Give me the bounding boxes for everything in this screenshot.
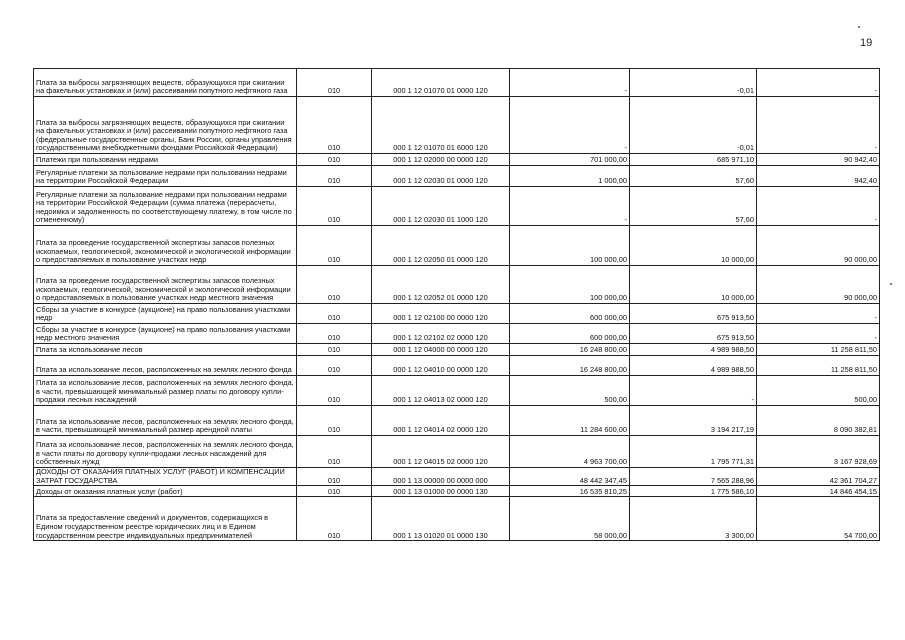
line-code: 010: [297, 324, 372, 344]
budget-classification-code: 000 1 12 02050 01 0000 120: [372, 226, 510, 266]
table-row: [34, 436, 880, 468]
table-row: [34, 376, 880, 406]
budget-classification-code: 000 1 12 02000 00 0000 120: [372, 154, 510, 166]
row-name: Регулярные платежи за пользование недрами при пользовании недрами на территории Российской Федерации (сумма платежа (перерасчеты, недоимка и задолженность по соответствующему платежу, в том числе по отмененному): [34, 187, 297, 226]
unexecuted-amount: -: [757, 304, 880, 324]
revenue-report-table: [33, 68, 880, 541]
executed-amount: 675 913,50: [630, 304, 757, 324]
unexecuted-amount: -: [757, 324, 880, 344]
approved-amount: 500,00: [510, 376, 630, 406]
executed-amount: -0,01: [630, 97, 757, 154]
executed-amount: 1 775 586,10: [630, 486, 757, 497]
row-name: Сборы за участие в конкурсе (аукционе) на право пользования участками недр местного значения: [34, 324, 297, 344]
executed-amount: -: [630, 376, 757, 406]
budget-classification-code: 000 1 12 04014 02 0000 120: [372, 406, 510, 436]
unexecuted-amount: 500,00: [757, 376, 880, 406]
approved-amount: 701 000,00: [510, 154, 630, 166]
approved-amount: 600 000,00: [510, 324, 630, 344]
executed-amount: 57,60: [630, 166, 757, 187]
budget-classification-code: 000 1 12 04015 02 0000 120: [372, 436, 510, 468]
row-name: Плата за предоставление сведений и документов, содержащихся в Едином государственном реестре юридических лиц и в Едином государственном реестре индивидуальных предпринимателей: [34, 497, 297, 541]
budget-classification-code: 000 1 13 01000 00 0000 130: [372, 486, 510, 497]
scan-speck: [890, 283, 892, 285]
approved-amount: 100 000,00: [510, 226, 630, 266]
budget-classification-code: 000 1 12 01070 01 0000 120: [372, 69, 510, 97]
row-name: Платежи при пользовании недрами: [34, 154, 297, 166]
line-code: 010: [297, 97, 372, 154]
budget-classification-code: 000 1 12 04000 00 0000 120: [372, 344, 510, 356]
table-row: [34, 486, 880, 497]
budget-classification-code: 000 1 12 02030 01 1000 120: [372, 187, 510, 226]
unexecuted-amount: 8 090 382,81: [757, 406, 880, 436]
line-code: 010: [297, 304, 372, 324]
approved-amount: 58 000,00: [510, 497, 630, 541]
approved-amount: 4 963 700,00: [510, 436, 630, 468]
row-name: Плата за использование лесов, расположенных на землях лесного фонда, в части платы по договору купли-продажи лесных насаждений для собственных нужд: [34, 436, 297, 468]
table-row: [34, 406, 880, 436]
table-row: [34, 226, 880, 266]
unexecuted-amount: 11 258 811,50: [757, 344, 880, 356]
scan-speck: [858, 26, 860, 28]
executed-amount: 3 194 217,19: [630, 406, 757, 436]
executed-amount: 685 971,10: [630, 154, 757, 166]
row-name: Регулярные платежи за пользование недрами при пользовании недрами на территории Российской Федерации: [34, 166, 297, 187]
unexecuted-amount: -: [757, 97, 880, 154]
table-row: [34, 468, 880, 486]
row-name: Сборы за участие в конкурсе (аукционе) на право пользования участками недр: [34, 304, 297, 324]
table-row: [34, 166, 880, 187]
table-row: [34, 97, 880, 154]
unexecuted-amount: 54 700,00: [757, 497, 880, 541]
executed-amount: 10 000,00: [630, 226, 757, 266]
row-name: Плата за использование лесов, расположенных на землях лесного фонда, в части, превышающей минимальный размер арендной платы: [34, 406, 297, 436]
row-name: Плата за выбросы загрязняющих веществ, образующихся при сжигании на факельных установках и (или) рассеивании попутного нефтяного газа (федеральные государственные органы, Банк России, органы управления государственными внебюджетными фондами Российской Федерации): [34, 97, 297, 154]
approved-amount: 16 535 810,25: [510, 486, 630, 497]
row-name: Плата за проведение государственной экспертизы запасов полезных ископаемых, геологической, экономической и экологической информации о предоставляемых в пользование участках недр: [34, 226, 297, 266]
approved-amount: -: [510, 69, 630, 97]
line-code: 010: [297, 226, 372, 266]
unexecuted-amount: -: [757, 187, 880, 226]
approved-amount: 16 248 800,00: [510, 356, 630, 376]
executed-amount: 1 795 771,31: [630, 436, 757, 468]
row-name: Плата за использование лесов, расположенных на землях лесного фонда: [34, 356, 297, 376]
approved-amount: 16 248 800,00: [510, 344, 630, 356]
approved-amount: 11 284 600,00: [510, 406, 630, 436]
unexecuted-amount: 90 000,00: [757, 226, 880, 266]
line-code: 010: [297, 187, 372, 226]
page-number: 19: [860, 37, 873, 49]
line-code: 010: [297, 266, 372, 304]
unexecuted-amount: 90 942,40: [757, 154, 880, 166]
line-code: 010: [297, 436, 372, 468]
approved-amount: -: [510, 187, 630, 226]
executed-amount: 4 989 988,50: [630, 344, 757, 356]
unexecuted-amount: 42 361 704,27: [757, 468, 880, 486]
budget-classification-code: 000 1 12 04013 02 0000 120: [372, 376, 510, 406]
executed-amount: 7 565 288,96: [630, 468, 757, 486]
report-table-body: [34, 69, 880, 541]
table-row: [34, 356, 880, 376]
row-name: ДОХОДЫ ОТ ОКАЗАНИЯ ПЛАТНЫХ УСЛУГ (РАБОТ) И КОМПЕНСАЦИИ ЗАТРАТ ГОСУДАРСТВА: [34, 468, 297, 486]
unexecuted-amount: 90 000,00: [757, 266, 880, 304]
line-code: 010: [297, 166, 372, 187]
line-code: 010: [297, 154, 372, 166]
line-code: 010: [297, 376, 372, 406]
approved-amount: 600 000,00: [510, 304, 630, 324]
budget-classification-code: 000 1 12 02052 01 0000 120: [372, 266, 510, 304]
table-row: [34, 344, 880, 356]
budget-classification-code: 000 1 12 02102 02 0000 120: [372, 324, 510, 344]
approved-amount: 48 442 347,45: [510, 468, 630, 486]
unexecuted-amount: 942,40: [757, 166, 880, 187]
line-code: 010: [297, 356, 372, 376]
row-name: Плата за проведение государственной экспертизы запасов полезных ископаемых, геологической, экономической и экологической информации о предоставляемых в пользование участках недр местного значения: [34, 266, 297, 304]
row-name: Плата за выбросы загрязняющих веществ, образующихся при сжигании на факельных установках и (или) рассеивании попутного нефтяного газа: [34, 69, 297, 97]
table-row: [34, 497, 880, 541]
budget-classification-code: 000 1 12 02030 01 0000 120: [372, 166, 510, 187]
budget-classification-code: 000 1 13 01020 01 0000 130: [372, 497, 510, 541]
unexecuted-amount: 11 258 811,50: [757, 356, 880, 376]
table-row: [34, 69, 880, 97]
budget-classification-code: 000 1 12 02100 00 0000 120: [372, 304, 510, 324]
executed-amount: 675 913,50: [630, 324, 757, 344]
budget-classification-code: 000 1 12 01070 01 6000 120: [372, 97, 510, 154]
line-code: 010: [297, 486, 372, 497]
executed-amount: 3 300,00: [630, 497, 757, 541]
row-name: Плата за использование лесов, расположенных на землях лесного фонда, в части, превышающей минимальный размер платы по договору купли-продажи лесных насаждений: [34, 376, 297, 406]
budget-classification-code: 000 1 13 00000 00 0000 000: [372, 468, 510, 486]
approved-amount: 100 000,00: [510, 266, 630, 304]
table-row: [34, 154, 880, 166]
table-row: [34, 266, 880, 304]
table-row: [34, 187, 880, 226]
executed-amount: 10 000,00: [630, 266, 757, 304]
line-code: 010: [297, 468, 372, 486]
unexecuted-amount: 14 846 454,15: [757, 486, 880, 497]
row-name: Плата за использование лесов: [34, 344, 297, 356]
unexecuted-amount: -: [757, 69, 880, 97]
table-row: [34, 324, 880, 344]
executed-amount: 57,60: [630, 187, 757, 226]
row-name: Доходы от оказания платных услуг (работ): [34, 486, 297, 497]
line-code: 010: [297, 344, 372, 356]
line-code: 010: [297, 406, 372, 436]
budget-classification-code: 000 1 12 04010 00 0000 120: [372, 356, 510, 376]
table-row: [34, 304, 880, 324]
line-code: 010: [297, 497, 372, 541]
line-code: 010: [297, 69, 372, 97]
approved-amount: 1 000,00: [510, 166, 630, 187]
approved-amount: -: [510, 97, 630, 154]
executed-amount: -0,01: [630, 69, 757, 97]
unexecuted-amount: 3 167 928,69: [757, 436, 880, 468]
executed-amount: 4 989 988,50: [630, 356, 757, 376]
